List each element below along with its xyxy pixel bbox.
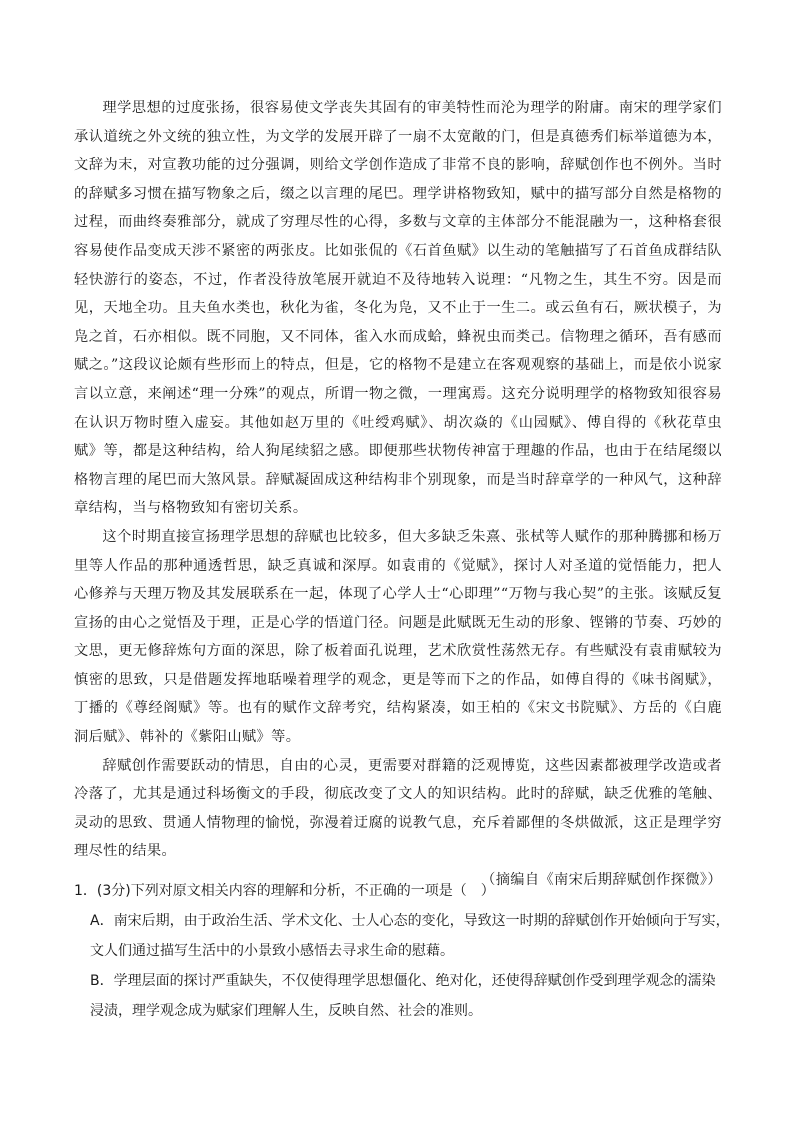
paragraph-3: 辞赋创作需要跃动的情思，自由的心灵，更需要对群籍的泛观博览，这些因素都被理学改造或者冷落了，尤其是通过科场衡文的手段，彻底改变了文人的知识结构。此时的辞赋，缺乏优雅的笔触、灵动的思致、贯通人情物理的愉悦，弥漫着迂腐的说教气息，充斥着鄙俚的冬烘做派，这正是理学穷理尽性的结果。 bbox=[74, 757, 722, 860]
article-source: （摘编自《南宋后期辞赋创作探微》） bbox=[481, 872, 722, 889]
question-1 bbox=[74, 876, 734, 1026]
article-body bbox=[74, 94, 722, 895]
option-a-line-1: A．南宋后期，由于政治生活、学术文化、士人心态的变化，导致这一时期的辞赋创作开始倾向于写实， bbox=[90, 913, 730, 929]
option-b-line-2: 浸渍，理学观念成为赋家们理解人生，反映自然、社会的准则。 bbox=[90, 1003, 482, 1019]
option-a-line-2: 文人们通过描写生活中的小景致小感悟去寻求生命的慰藉。 bbox=[90, 943, 454, 959]
question-stem: 1．(3分)下列对原文相关内容的理解和分析，不正确的一项是（ ） bbox=[74, 883, 495, 899]
paragraph-1: 理学思想的过度张扬，很容易使文学丧失其固有的审美特性而沦为理学的附庸。南宋的理学家们承认道统之外文统的独立性，为文学的发展开辟了一扇不太宽敞的门，但是真德秀们标举道德为本，文辞为末，对宣教功能的过分强调，则给文学创作造成了非常不良的影响，辞赋创作也不例外。当时的辞赋多习惯在描写物象之后，缀之以言理的尾巴。理学讲格物致知，赋中的描写部分自然是格物的过程，而曲终奏雅部分，就成了穷理尽性的心得，多数与文章的主体部分不能混融为一，这种格套很容易使作品变成天涉不紧密的两张皮。比如张侃的《石首鱼赋》以生动的笔触描写了石首鱼成群结队轻快游行的姿态，不过，作者没待放笔展开就迫不及待地转入说理：“凡物之生，其生不穷。因是而见，天地全功。且夫鱼水类也，秋化为雀，冬化为凫，又不止于一生二。或云鱼有石，厥状模子，为凫之首，石亦相似。既不同胞，又不同体，雀入水而成蛤，蜂祝虫而类己。信物理之循环，吾有感而赋之。”这段议论颇有些形而上的特点，但是，它的格物不是建立在客观观察的基础上，而是依小说家言以立意，来阐述“理一分殊”的观点，所谓一物之微，一理寓焉。这充分说明理学的格物致知很容易在认识万物时堕入虚妄。其他如赵万里的《吐绶鸡赋》、胡次焱的《山园赋》、傅自得的《秋花草虫赋》等，都是这种结构，给人狗尾续貂之感。即便那些状物传神富于理趣的作品，也由于在结尾缀以格物言理的尾巴而大煞风景。辞赋凝固成这种结构非个别现象，而是当时辞章学的一种风气，这种辞章结构，当与格物致知有密切关系。 bbox=[74, 100, 722, 517]
option-b-line-1: B．学理层面的探讨严重缺失，不仅使得理学思想僵化、绝对化，还使得辞赋创作受到理学观念的濡染 bbox=[90, 973, 716, 989]
option-b[interactable] bbox=[74, 966, 734, 1026]
paragraph-2: 这个时期直接宣扬理学思想的辞赋也比较多，但大多缺乏朱熹、张栻等人赋作的那种腾挪和杨万里等人作品的那种通透哲思，缺乏真诚和深厚。如袁甫的《觉赋》，探讨人对圣道的觉悟能力，把人心修养与天理万物及其发展联系在一起，体现了心学人士“心即理”“万物与我心契”的主张。该赋反复宣扬的由心之觉悟及于理，正是心学的悟道门径。问题是此赋既无生动的形象、铿锵的节奏、巧妙的文思，更无修辞炼句方面的深思，除了板着面孔说理，艺术欣赏性荡然无存。有些赋没有袁甫赋较为慎密的思致，只是借题发挥地聒噪着理学的观念，更是等而下之的作品，如傅自得的《味书阁赋》，丁播的《尊经阁赋》等。也有的赋作文辞考究，结构紧凑，如王柏的《宋文书院赋》、方岳的《白鹿洞后赋》、韩补的《紫阳山赋》等。 bbox=[74, 528, 722, 746]
option-a[interactable] bbox=[74, 906, 734, 966]
